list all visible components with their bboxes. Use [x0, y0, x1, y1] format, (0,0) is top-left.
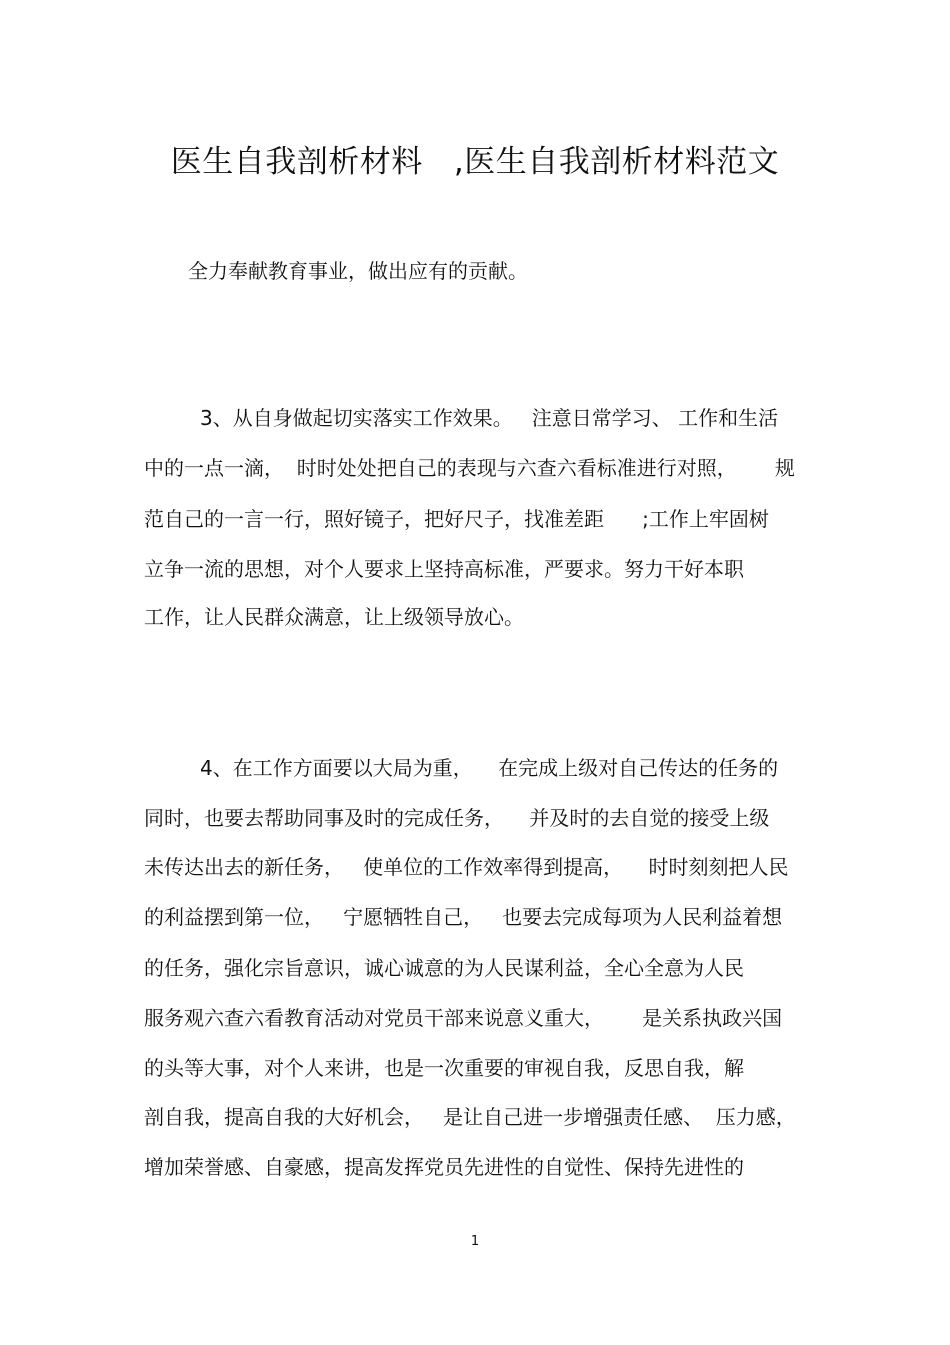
paragraph-line: 工作，让人民群众满意，让上级领导放心。	[144, 605, 524, 629]
paragraph-line: 增加荣誉感、自豪感，提高发挥党员先进性的自觉性、保持先进性的	[144, 1155, 744, 1179]
paragraph-line: 的任务，强化宗旨意识，诚心诚意的为人民谋利益，全心全意为人民	[144, 956, 744, 980]
paragraph-line: 3、从自身做起切实落实工作效果。 注意日常学习、 工作和生活	[200, 406, 779, 430]
paragraph-line: 中的一点一滴， 时时处处把自己的表现与六查六看标准进行对照， 规	[144, 456, 795, 480]
paragraph-line: 剖自我，提高自我的大好机会， 是让自己进一步增强责任感、 压力感，	[144, 1105, 796, 1129]
paragraph-line: 范自己的一言一行，照好镜子，把好尺子，找准差距 ;工作上牢固树	[144, 507, 769, 531]
paragraph-line: 4、在工作方面要以大局为重， 在完成上级对自己传达的任务的	[200, 756, 779, 780]
page-number: 1	[470, 1234, 480, 1249]
paragraph-line: 立争一流的思想，对个人要求上坚持高标准，严要求。努力干好本职	[144, 557, 744, 581]
paragraph-line: 的头等大事，对个人来讲，也是一次重要的审视自我，反思自我，解	[144, 1056, 744, 1080]
paragraph-line: 未传达出去的新任务， 使单位的工作效率得到提高， 时时刻刻把人民	[144, 855, 789, 879]
intro-line: 全力奉献教育事业，做出应有的贡献。	[188, 259, 528, 283]
paragraph-line: 同时，也要去帮助同事及时的完成任务， 并及时的去自觉的接受上级	[144, 806, 770, 830]
paragraph-line: 服务观六查六看教育活动对党员干部来说意义重大， 是关系执政兴国	[144, 1006, 783, 1030]
document-title: 医生自我剖析材料 ,医生自我剖析材料范文	[170, 144, 780, 180]
paragraph-line: 的利益摆到第一位， 宁愿牺牲自己， 也要去完成每项为人民利益着想	[144, 905, 783, 929]
